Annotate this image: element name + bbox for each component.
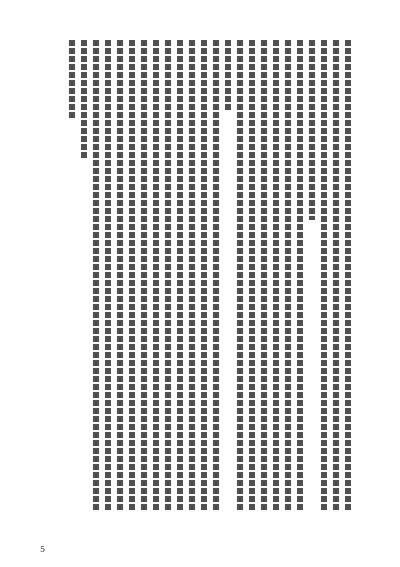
text-column [188, 40, 196, 510]
vertical-text-body [52, 40, 352, 510]
text-column [200, 40, 208, 510]
text-line [345, 40, 351, 510]
text-line [117, 40, 123, 510]
text-column [260, 40, 268, 510]
page-number: 5 [40, 545, 46, 554]
text-line [213, 40, 219, 510]
text-line [141, 40, 147, 510]
text-column [164, 40, 172, 510]
text-line [105, 40, 111, 510]
text-column [332, 40, 340, 510]
text-column [128, 40, 136, 510]
text-line [261, 40, 267, 510]
text-line [297, 40, 303, 510]
text-line [321, 40, 327, 510]
text-column [92, 40, 100, 510]
text-column [272, 40, 280, 510]
text-line [225, 40, 231, 110]
text-column [116, 40, 124, 510]
text-line [93, 40, 99, 510]
text-column [320, 40, 328, 510]
text-line [81, 40, 87, 160]
text-line [189, 40, 195, 510]
text-line [201, 40, 207, 510]
text-column [176, 40, 184, 510]
text-line [237, 40, 243, 510]
text-column [224, 40, 232, 510]
text-column [308, 40, 316, 510]
text-column [68, 40, 76, 510]
text-column [212, 40, 220, 510]
text-line [165, 40, 171, 510]
text-line [285, 40, 291, 510]
text-column [296, 40, 304, 510]
text-line [153, 40, 159, 510]
text-column [344, 40, 352, 510]
text-line [129, 40, 135, 510]
text-column [104, 40, 112, 510]
text-line [273, 40, 279, 510]
text-column [80, 40, 88, 510]
text-column [284, 40, 292, 510]
text-column [140, 40, 148, 510]
text-line [69, 40, 75, 120]
text-line [333, 40, 339, 510]
text-column [236, 40, 244, 510]
text-line [177, 40, 183, 510]
text-line [249, 40, 255, 510]
text-column [248, 40, 256, 510]
text-line [309, 40, 315, 220]
text-column [152, 40, 160, 510]
